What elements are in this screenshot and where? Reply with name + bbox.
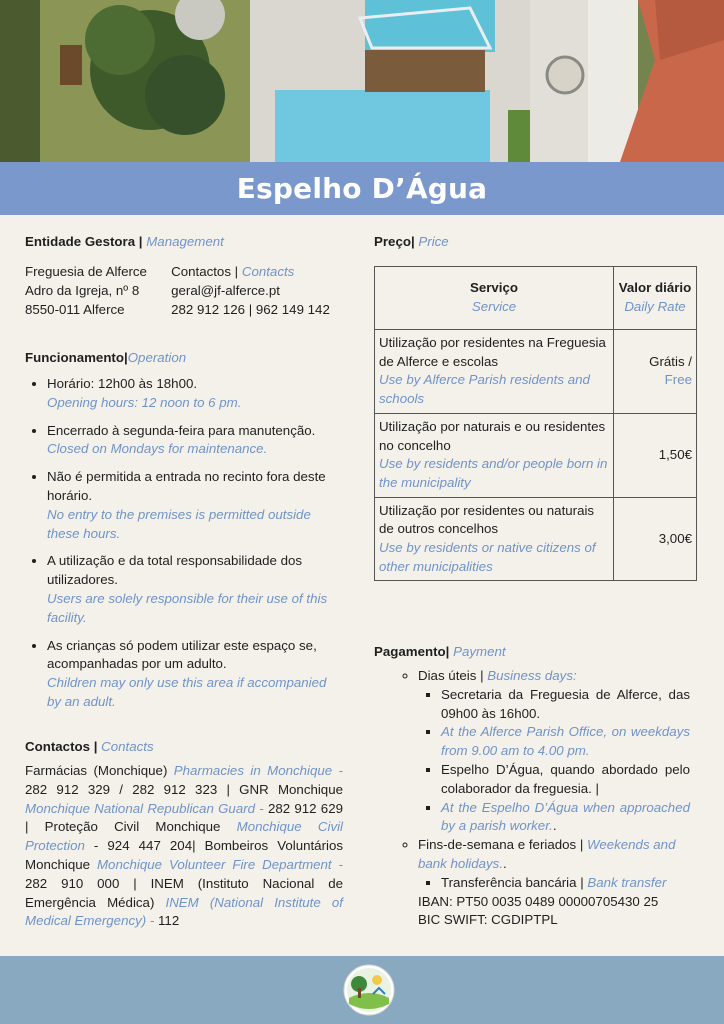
onsite-en-tail: . — [552, 818, 557, 834]
contact-text: 112 — [158, 913, 180, 929]
emergency-contacts-section — [25, 737, 343, 931]
contacts-label — [171, 262, 343, 281]
list-item — [441, 761, 690, 799]
parish-logo — [343, 964, 395, 1016]
weekends-pt: Fins-de-semana e feriados | — [418, 837, 588, 853]
list-item — [418, 836, 690, 930]
weekdays-en: Business days: — [487, 668, 577, 683]
emergency-heading-pt: Contactos | — [25, 739, 98, 754]
rule-en: Opening hours: 12 noon to 6 pm. — [47, 394, 242, 410]
list-item — [47, 468, 343, 543]
service-pt: Utilização por residentes na Freguesia de Alferce e escolas — [379, 335, 606, 369]
contact-text-en: INEM (National Institute of Medical Emergency) - — [25, 894, 343, 929]
rule-en: No entry to the premises is permitted outside these hours. — [47, 506, 311, 541]
title-band — [0, 162, 724, 215]
weekends-tail: . — [503, 855, 507, 871]
table-row — [375, 330, 697, 414]
contact-text: Farmácias (Monchique) — [25, 763, 174, 778]
emergency-contacts-heading — [25, 737, 343, 756]
price-heading-en: Price — [418, 234, 449, 249]
management-heading-en: Management — [146, 234, 224, 249]
pool-aerial-image — [0, 0, 724, 162]
hero-photo — [0, 0, 724, 162]
service-cell — [375, 497, 614, 581]
onsite-en: At the Espelho D’Água when approached by a parish worker. — [441, 799, 690, 834]
value-cell — [614, 330, 697, 414]
alferce-logo-icon — [343, 964, 395, 1016]
page-title: Espelho D’Água — [236, 172, 488, 205]
payment-heading-en: Payment — [453, 644, 506, 659]
table-row — [375, 413, 697, 497]
service-en: Use by residents and/or people born in the municipality — [379, 456, 608, 490]
management-details — [25, 262, 343, 319]
value-column-header — [614, 267, 697, 330]
transfer-pt: Transferência bancária | — [441, 874, 588, 890]
table-row — [375, 497, 697, 581]
office-pt: ▪ Secretaria da Freguesia de Alferce, das 09h00 às 16h00. — [441, 686, 690, 721]
management-heading — [25, 232, 343, 251]
price-section — [374, 232, 696, 581]
operation-heading-pt: Funcionamento| — [25, 350, 128, 365]
contact-text-en: Pharmacies in Monchique - — [173, 763, 343, 778]
list-item — [441, 874, 690, 893]
management-address — [25, 262, 171, 319]
value-cell: 1,50€ — [614, 413, 697, 497]
contact-text-en: Monchique National Republican Guard - — [25, 800, 268, 816]
rule-en: Closed on Mondays for maintenance. — [47, 441, 268, 457]
bank-details — [418, 893, 690, 931]
rule-pt: • As crianças só podem utilizar este espaço se, acompanhadas por um adulto. — [47, 637, 317, 672]
price-heading — [374, 232, 696, 251]
table-header-row — [375, 267, 697, 330]
contact-text-en: Monchique Civil Protection — [25, 819, 344, 854]
price-heading-pt: Preço| — [374, 234, 415, 249]
address-line-2: Adro da Igreja, nº 8 — [25, 283, 140, 298]
rule-pt: • Horário: 12h00 às 18h00. — [47, 376, 198, 391]
onsite-pt: ▪ Espelho D’Água, quando abordado pelo colaborador da freguesia. | — [441, 761, 690, 796]
service-pt: Utilização por residentes ou naturais de outros concelhos — [379, 502, 595, 537]
operation-section — [25, 348, 343, 721]
email-link[interactable]: geral@jf-alferce.pt — [171, 283, 280, 298]
weekdays-pt: Dias úteis | — [418, 668, 488, 683]
transfer-en: Bank transfer — [587, 874, 667, 890]
payment-list — [374, 667, 690, 930]
service-column-header — [375, 267, 614, 330]
service-cell — [375, 413, 614, 497]
contacts-label-pt: Contactos | — [171, 264, 239, 279]
service-en: Use by residents or native citizens of other municipalities — [379, 540, 596, 574]
list-item — [441, 686, 690, 724]
list-item — [441, 723, 690, 761]
payment-heading — [374, 642, 690, 661]
service-header-pt: Serviço — [469, 280, 519, 296]
contact-text-en: Monchique Volunteer Fire Department - — [96, 856, 343, 872]
value-en: Free — [664, 372, 692, 388]
service-en: Use by Alferce Parish residents and schools — [379, 372, 590, 407]
value-header-en: Daily Rate — [624, 299, 686, 314]
address-line-3: 8550-011 Alferce — [25, 302, 125, 317]
price-table — [374, 266, 697, 581]
contact-text: 282 912 329 / 282 912 323 | GNR Monchique — [25, 781, 343, 797]
contacts-label-en: Contacts — [241, 264, 295, 279]
list-item — [418, 667, 690, 836]
service-pt: Utilização por naturais e ou residentes no concelho — [379, 418, 606, 453]
rule-en: Children may only use this area if accompanied by an adult. — [47, 675, 327, 709]
operation-heading-en: Operation — [127, 350, 187, 365]
management-contacts — [171, 262, 343, 319]
operation-heading — [25, 348, 343, 367]
list-item — [47, 375, 343, 413]
management-section — [25, 232, 343, 319]
payment-section — [374, 642, 690, 930]
value-cell: 3,00€ — [614, 497, 697, 581]
swift-code: BIC SWIFT: CGDIPTPL — [418, 912, 558, 928]
contact-text: 282 912 629 | Proteção Civil Monchique — [25, 800, 343, 835]
list-item — [47, 552, 343, 627]
weekends-en: Weekends and bank holidays. — [418, 837, 676, 871]
operation-rules — [25, 375, 343, 712]
list-item — [47, 637, 343, 712]
contact-text: 282 910 000 | INEM (Instituto Nacional de Emergência Médica) — [25, 875, 343, 910]
rule-pt: • Encerrado à segunda-feira para manutenção. — [47, 422, 316, 438]
value-pt: Grátis / — [649, 353, 692, 369]
address-line-1: Freguesia de Alferce — [25, 264, 147, 279]
list-item — [47, 422, 343, 460]
iban: IBAN: PT50 0035 0489 00000705430 25 — [418, 893, 659, 909]
list-item — [441, 799, 690, 837]
management-heading-pt: Entidade Gestora | — [25, 234, 143, 249]
rule-en: Users are solely responsible for their use of this facility. — [47, 590, 328, 625]
rule-pt: • A utilização e da total responsabilidade dos utilizadores. — [47, 553, 303, 588]
emergency-contacts-text — [25, 762, 343, 931]
payment-heading-pt: Pagamento| — [374, 644, 450, 659]
rule-pt: • Não é permitida a entrada no recinto fora deste horário. — [47, 469, 326, 503]
weekdays-options — [418, 686, 690, 836]
value-header-pt: Valor diário — [618, 280, 692, 296]
office-en: ▪ At the Alferce Parish Office, on weekdays from 9.00 am to 4.00 pm. — [441, 724, 690, 759]
service-header-en: Service — [471, 299, 517, 314]
service-cell — [375, 330, 614, 414]
phone-numbers: 282 912 126 | 962 149 142 — [171, 302, 330, 317]
contact-text: - 924 447 204| Bombeiros Voluntários Monchique — [25, 838, 343, 872]
weekends-options — [418, 874, 690, 893]
emergency-heading-en: Contacts — [101, 739, 154, 754]
